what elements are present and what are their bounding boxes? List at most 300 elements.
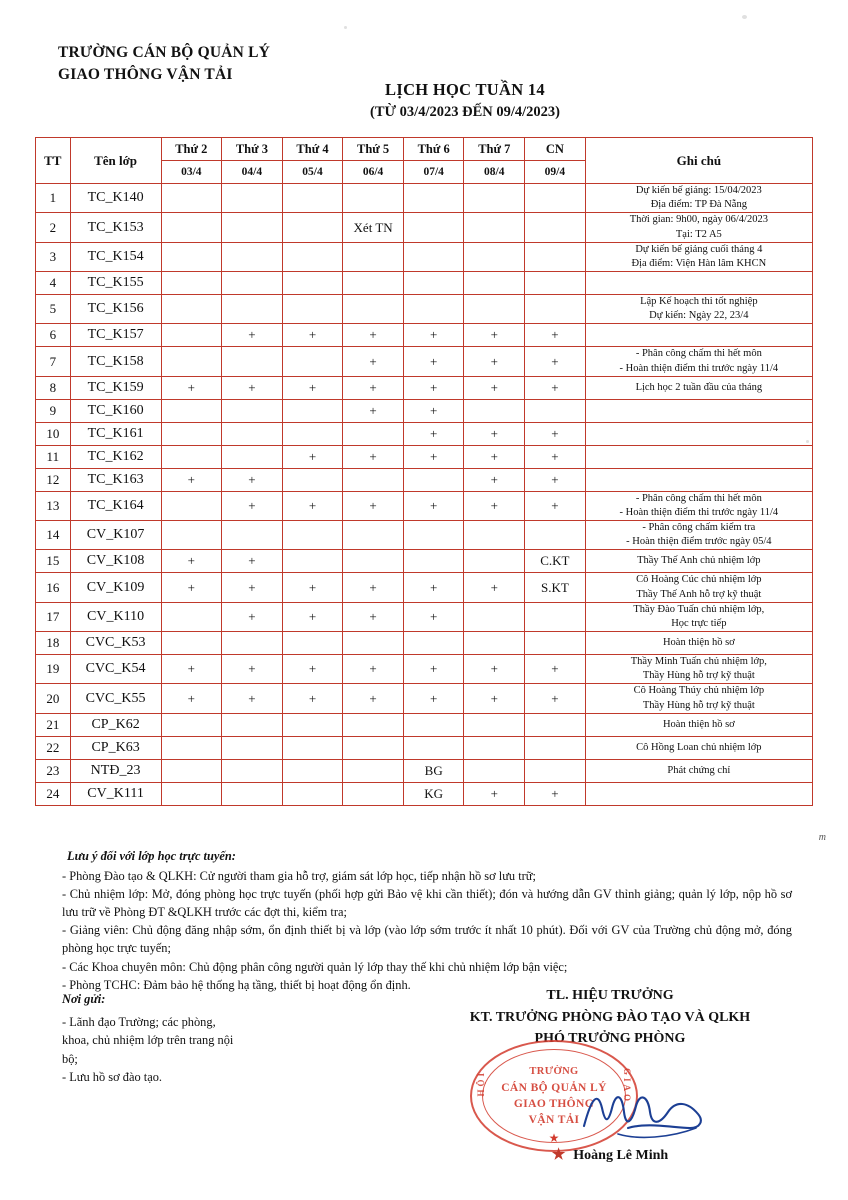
table-row xyxy=(36,736,813,759)
cell-tt: 6 xyxy=(36,324,71,347)
cell-note xyxy=(585,213,812,242)
cell-day-5 xyxy=(403,468,464,491)
cell-day-6: + xyxy=(464,445,525,468)
cell-day-6: + xyxy=(464,491,525,520)
cell-class-name: TC_K140 xyxy=(70,184,161,213)
cell-day-3 xyxy=(282,422,343,445)
cell-day-2 xyxy=(222,213,283,242)
cell-tt: 17 xyxy=(36,602,71,631)
cell-day-7 xyxy=(525,295,586,324)
notes-title: Lưu ý đối với lớp học trực tuyến: xyxy=(67,849,236,863)
cell-day-2: + xyxy=(222,491,283,520)
cell-day-5: + xyxy=(403,347,464,376)
cell-day-4 xyxy=(343,632,404,655)
note-paragraph: - Chủ nhiệm lớp: Mở, đóng phòng học trực tuyến (phối hợp gửi Bảo vệ khi cần thiết); đón và hướng dẫn GV thỉnh giảng; quản lý lớp, nộp hồ sơ lưu trữ về Phòng ĐT &QLKH trước các đợt thi, kiểm tra; xyxy=(62,887,792,919)
cell-day-4: + xyxy=(343,445,404,468)
cell-class-name: CVC_K55 xyxy=(70,684,161,713)
cell-day-2 xyxy=(222,632,283,655)
table-row xyxy=(36,347,813,376)
cell-day-2: + xyxy=(222,550,283,573)
signer-name: Hoàng Lê Minh xyxy=(573,1148,669,1163)
cell-day-4 xyxy=(343,272,404,295)
table-row xyxy=(36,759,813,782)
column-header-date-6: 08/4 xyxy=(464,161,525,184)
cell-day-5 xyxy=(403,213,464,242)
cell-day-3 xyxy=(282,242,343,271)
cell-day-3: + xyxy=(282,573,343,602)
table-row xyxy=(36,184,813,213)
note-line: - Phân công chấm thi hết môn xyxy=(635,492,762,504)
cell-day-7 xyxy=(525,736,586,759)
cell-day-5: + xyxy=(403,655,464,684)
column-header-date-5: 07/4 xyxy=(403,161,464,184)
page-subtitle: (TỪ 03/4/2023 ĐẾN 09/4/2023) xyxy=(370,104,560,120)
cell-day-5: + xyxy=(403,422,464,445)
column-header-day-6: Thứ 7 xyxy=(464,138,525,161)
organization-name xyxy=(58,42,270,87)
cell-day-1 xyxy=(161,782,222,805)
cell-day-2 xyxy=(222,347,283,376)
signature-line-2: KT. TRƯỞNG PHÒNG ĐÀO TẠO VÀ QLKH xyxy=(469,1009,751,1025)
cell-day-1: + xyxy=(161,684,222,713)
cell-day-1 xyxy=(161,521,222,550)
cell-day-3 xyxy=(282,759,343,782)
cell-day-4 xyxy=(343,736,404,759)
cell-day-5 xyxy=(403,242,464,271)
cell-class-name: CV_K111 xyxy=(70,782,161,805)
table-row xyxy=(36,445,813,468)
cell-day-3 xyxy=(282,782,343,805)
cell-day-5: + xyxy=(403,376,464,399)
cell-day-7: S.KT xyxy=(525,573,586,602)
cell-note xyxy=(585,782,812,805)
cell-day-2: + xyxy=(222,655,283,684)
cell-note xyxy=(585,295,812,324)
cell-day-2 xyxy=(222,759,283,782)
recipient-line: - Lãnh đạo Trường; các phòng, xyxy=(62,1014,216,1029)
cell-day-4 xyxy=(343,422,404,445)
cell-class-name: TC_K153 xyxy=(70,213,161,242)
note-line: Hoàn thiện hồ sơ xyxy=(662,718,735,730)
stamp-arc-left: HỘI xyxy=(476,1070,486,1097)
cell-note xyxy=(585,468,812,491)
cell-day-4 xyxy=(343,550,404,573)
table-row xyxy=(36,242,813,271)
table-row xyxy=(36,550,813,573)
cell-note xyxy=(585,242,812,271)
note-line: - Phân công chấm thi hết môn xyxy=(635,348,762,360)
cell-note xyxy=(585,550,812,573)
cell-day-6 xyxy=(464,759,525,782)
cell-day-3 xyxy=(282,521,343,550)
table-row xyxy=(36,684,813,713)
cell-day-6 xyxy=(464,184,525,213)
cell-day-2 xyxy=(222,713,283,736)
cell-day-4: + xyxy=(343,655,404,684)
cell-day-4: + xyxy=(343,602,404,631)
column-header-date-1: 03/4 xyxy=(161,161,222,184)
cell-day-1 xyxy=(161,347,222,376)
cell-tt: 14 xyxy=(36,521,71,550)
cell-day-7 xyxy=(525,184,586,213)
cell-day-3 xyxy=(282,399,343,422)
cell-day-1 xyxy=(161,184,222,213)
note-line: Thầy Đào Tuấn chủ nhiệm lớp, xyxy=(633,603,765,615)
cell-day-2 xyxy=(222,445,283,468)
cell-day-7: + xyxy=(525,655,586,684)
cell-day-3: + xyxy=(282,376,343,399)
cell-note xyxy=(585,736,812,759)
note-line: Thời gian: 9h00, ngày 06/4/2023 xyxy=(629,214,768,226)
cell-day-2 xyxy=(222,782,283,805)
cell-day-4: + xyxy=(343,399,404,422)
table-body xyxy=(36,184,813,806)
cell-day-3 xyxy=(282,632,343,655)
note-line: Địa điểm: Viện Hàn lâm KHCN xyxy=(631,257,767,269)
cell-day-6: + xyxy=(464,468,525,491)
cell-day-7 xyxy=(525,759,586,782)
cell-day-3: + xyxy=(282,324,343,347)
table-row xyxy=(36,713,813,736)
column-header-date-2: 04/4 xyxy=(222,161,283,184)
cell-day-3 xyxy=(282,295,343,324)
cell-day-6: + xyxy=(464,347,525,376)
signer-name-row xyxy=(420,1145,800,1164)
cell-day-7: + xyxy=(525,468,586,491)
cell-tt: 10 xyxy=(36,422,71,445)
signature-line-1: TL. HIỆU TRƯỞNG xyxy=(546,988,674,1003)
cell-day-7: + xyxy=(525,422,586,445)
table-row xyxy=(36,655,813,684)
cell-day-2: + xyxy=(222,602,283,631)
cell-day-6 xyxy=(464,521,525,550)
cell-day-5 xyxy=(403,295,464,324)
stamp-line-4: VẬN TẢI xyxy=(528,1114,580,1126)
cell-day-7: C.KT xyxy=(525,550,586,573)
cell-day-1 xyxy=(161,213,222,242)
cell-day-4 xyxy=(343,468,404,491)
schedule-table xyxy=(35,137,813,806)
note-line: Dự kiến bế giảng cuối tháng 4 xyxy=(635,243,763,255)
cell-day-7 xyxy=(525,272,586,295)
cell-day-3 xyxy=(282,184,343,213)
cell-day-4: + xyxy=(343,347,404,376)
cell-day-2 xyxy=(222,272,283,295)
organization-line-1: TRƯỜNG CÁN BỘ QUẢN LÝ xyxy=(58,44,271,61)
cell-class-name: CVC_K54 xyxy=(70,655,161,684)
cell-note xyxy=(585,573,812,602)
notes-section xyxy=(62,848,792,996)
cell-day-4: + xyxy=(343,573,404,602)
cell-day-5 xyxy=(403,550,464,573)
cell-day-6: + xyxy=(464,422,525,445)
note-line: Địa điểm: TP Đà Nẵng xyxy=(650,199,747,211)
cell-day-6 xyxy=(464,242,525,271)
note-line: Dự kiến: Ngày 22, 23/4 xyxy=(649,310,749,322)
note-line: Dự kiến bế giảng: 15/04/2023 xyxy=(635,185,762,196)
cell-tt: 22 xyxy=(36,736,71,759)
cell-day-7: + xyxy=(525,324,586,347)
recipient-line: - Lưu hồ sơ đào tạo. xyxy=(62,1070,162,1085)
cell-day-5: + xyxy=(403,399,464,422)
table-row xyxy=(36,272,813,295)
margin-scribble: m xyxy=(818,832,826,843)
cell-class-name: TC_K164 xyxy=(70,491,161,520)
cell-day-4: + xyxy=(343,491,404,520)
recipients-title: Nơi gửi: xyxy=(62,992,106,1006)
cell-tt: 3 xyxy=(36,242,71,271)
table-row xyxy=(36,573,813,602)
cell-day-1: + xyxy=(161,376,222,399)
cell-class-name: CP_K62 xyxy=(70,713,161,736)
cell-day-1 xyxy=(161,445,222,468)
cell-tt: 23 xyxy=(36,759,71,782)
cell-day-7: + xyxy=(525,376,586,399)
cell-day-3: + xyxy=(282,445,343,468)
note-line: Học trực tiếp xyxy=(671,617,727,629)
cell-note xyxy=(585,759,812,782)
column-header-day-4: Thứ 5 xyxy=(343,138,404,161)
column-header-day-7: CN xyxy=(525,138,586,161)
cell-day-2: + xyxy=(222,324,283,347)
cell-day-5: + xyxy=(403,573,464,602)
cell-class-name: TC_K161 xyxy=(70,422,161,445)
cell-tt: 19 xyxy=(36,655,71,684)
cell-day-2 xyxy=(222,521,283,550)
cell-tt: 9 xyxy=(36,399,71,422)
cell-day-5: + xyxy=(403,445,464,468)
cell-class-name: TC_K162 xyxy=(70,445,161,468)
cell-tt: 12 xyxy=(36,468,71,491)
cell-note xyxy=(585,184,812,213)
cell-day-7 xyxy=(525,213,586,242)
cell-day-4 xyxy=(343,295,404,324)
column-header-date-4: 06/4 xyxy=(343,161,404,184)
cell-day-6: + xyxy=(464,684,525,713)
cell-day-1 xyxy=(161,491,222,520)
column-header-day-1: Thứ 2 xyxy=(161,138,222,161)
table-row xyxy=(36,468,813,491)
note-line: - Hoàn thiện điểm thi trước ngày 11/4 xyxy=(619,506,779,518)
cell-day-5 xyxy=(403,713,464,736)
recipient-line: khoa, chủ nhiệm lớp trên trang nội xyxy=(62,1033,234,1048)
cell-class-name: TC_K155 xyxy=(70,272,161,295)
table-header xyxy=(36,138,813,184)
cell-day-2 xyxy=(222,736,283,759)
cell-note xyxy=(585,272,812,295)
note-line: Phát chứng chỉ xyxy=(667,764,731,776)
cell-day-5 xyxy=(403,521,464,550)
column-header-class: Tên lớp xyxy=(70,138,161,184)
stamp-inner-ring xyxy=(482,1049,626,1143)
note-line: Lập Kế hoạch thi tốt nghiệp xyxy=(640,296,758,308)
cell-day-6: + xyxy=(464,376,525,399)
cell-tt: 20 xyxy=(36,684,71,713)
stamp-star-icon: ★ xyxy=(548,1131,560,1145)
cell-day-6 xyxy=(464,295,525,324)
note-paragraph: - Phòng Đào tạo & QLKH: Cử người tham gia hỗ trợ, giám sát lớp học, tiếp nhận hồ sơ lưu trữ; xyxy=(62,868,536,883)
cell-day-5 xyxy=(403,184,464,213)
cell-day-6 xyxy=(464,213,525,242)
cell-tt: 15 xyxy=(36,550,71,573)
note-line: Lịch học 2 tuần đầu của tháng xyxy=(635,381,763,393)
cell-day-7 xyxy=(525,602,586,631)
cell-day-5 xyxy=(403,736,464,759)
note-paragraph: - Các Khoa chuyên môn: Chủ động phân công người quản lý lớp thay thế khi chủ nhiệm lớp bận việc; xyxy=(62,959,568,974)
cell-note xyxy=(585,324,812,347)
table-row xyxy=(36,399,813,422)
cell-day-3: + xyxy=(282,602,343,631)
cell-note xyxy=(585,399,812,422)
cell-day-7 xyxy=(525,632,586,655)
cell-day-2 xyxy=(222,242,283,271)
cell-note xyxy=(585,445,812,468)
cell-day-5: BG xyxy=(403,759,464,782)
cell-day-3 xyxy=(282,468,343,491)
cell-day-7: + xyxy=(525,347,586,376)
cell-note xyxy=(585,347,812,376)
cell-day-3 xyxy=(282,713,343,736)
notes-list xyxy=(62,868,792,995)
cell-day-5: + xyxy=(403,602,464,631)
note-line: Thầy Minh Tuấn chủ nhiệm lớp, xyxy=(630,656,767,668)
recipients-list xyxy=(62,1013,332,1087)
cell-day-5 xyxy=(403,272,464,295)
cell-tt: 7 xyxy=(36,347,71,376)
cell-class-name: TC_K156 xyxy=(70,295,161,324)
stamp-arc-right: GIAO xyxy=(622,1068,632,1105)
cell-class-name: CVC_K53 xyxy=(70,632,161,655)
handwritten-signature xyxy=(578,1078,708,1148)
stamp-line-3: GIAO THÔNG xyxy=(513,1098,595,1110)
cell-tt: 2 xyxy=(36,213,71,242)
cell-day-7: + xyxy=(525,782,586,805)
cell-tt: 5 xyxy=(36,295,71,324)
cell-day-1 xyxy=(161,324,222,347)
note-paragraph: - Phòng TCHC: Đảm bảo hệ thống hạ tầng, thiết bị hoạt động ổn định. xyxy=(62,978,411,993)
cell-day-6: + xyxy=(464,782,525,805)
cell-day-2 xyxy=(222,399,283,422)
cell-day-1 xyxy=(161,602,222,631)
table-row xyxy=(36,632,813,655)
cell-day-5: + xyxy=(403,324,464,347)
table-row xyxy=(36,295,813,324)
cell-day-4: + xyxy=(343,376,404,399)
recipients-section xyxy=(62,990,332,1087)
stamp-line-2: CÁN BỘ QUẢN LÝ xyxy=(501,1082,607,1094)
cell-day-7: + xyxy=(525,684,586,713)
cell-day-7: + xyxy=(525,491,586,520)
table-row xyxy=(36,602,813,631)
cell-day-1 xyxy=(161,295,222,324)
cell-day-3: + xyxy=(282,491,343,520)
cell-class-name: TC_K157 xyxy=(70,324,161,347)
cell-tt: 21 xyxy=(36,713,71,736)
cell-day-6 xyxy=(464,632,525,655)
cell-class-name: CV_K108 xyxy=(70,550,161,573)
cell-tt: 1 xyxy=(36,184,71,213)
cell-day-4 xyxy=(343,759,404,782)
cell-tt: 16 xyxy=(36,573,71,602)
cell-day-1 xyxy=(161,399,222,422)
star-icon: ★ xyxy=(551,1147,566,1163)
cell-day-1 xyxy=(161,632,222,655)
table-row xyxy=(36,422,813,445)
cell-day-2 xyxy=(222,422,283,445)
column-header-tt: TT xyxy=(36,138,71,184)
cell-day-3: + xyxy=(282,655,343,684)
cell-day-6 xyxy=(464,550,525,573)
cell-class-name: TC_K154 xyxy=(70,242,161,271)
cell-day-4 xyxy=(343,782,404,805)
cell-day-2 xyxy=(222,184,283,213)
cell-day-4: + xyxy=(343,324,404,347)
cell-day-7: + xyxy=(525,445,586,468)
cell-class-name: NTĐ_23 xyxy=(70,759,161,782)
cell-day-5: + xyxy=(403,684,464,713)
recipient-line: bộ; xyxy=(62,1051,78,1066)
column-header-note: Ghi chú xyxy=(585,138,812,184)
note-line: - Hoàn thiện điểm thi trước ngày 11/4 xyxy=(619,362,779,374)
table-row xyxy=(36,324,813,347)
note-line: Thầy Hùng hỗ trợ kỹ thuật xyxy=(642,699,755,711)
cell-note xyxy=(585,655,812,684)
cell-day-1 xyxy=(161,272,222,295)
cell-day-6: + xyxy=(464,655,525,684)
signature-block xyxy=(420,985,800,1050)
cell-tt: 8 xyxy=(36,376,71,399)
cell-class-name: TC_K159 xyxy=(70,376,161,399)
column-header-date-3: 05/4 xyxy=(282,161,343,184)
note-line: Cô Hoàng Cúc chủ nhiệm lớp xyxy=(636,574,762,586)
note-line: Thầy Thế Anh hỗ trợ kỹ thuật xyxy=(636,588,762,600)
table-row xyxy=(36,376,813,399)
note-line: Tại: T2 A5 xyxy=(675,228,722,240)
column-header-date-7: 09/4 xyxy=(525,161,586,184)
cell-tt: 11 xyxy=(36,445,71,468)
cell-day-2: + xyxy=(222,468,283,491)
official-stamp xyxy=(470,1040,638,1152)
cell-class-name: CV_K110 xyxy=(70,602,161,631)
cell-day-2 xyxy=(222,295,283,324)
table-row xyxy=(36,213,813,242)
cell-day-6 xyxy=(464,399,525,422)
cell-day-7 xyxy=(525,713,586,736)
cell-day-1 xyxy=(161,242,222,271)
note-line: - Phân công chấm kiểm tra xyxy=(642,522,756,534)
note-line: Thầy Thế Anh chủ nhiệm lớp xyxy=(637,555,761,567)
cell-day-3 xyxy=(282,213,343,242)
stamp-line-1: TRƯỜNG xyxy=(529,1066,579,1077)
note-paragraph: - Giảng viên: Chủ động đăng nhập sớm, ổn định thiết bị và lớp (vào lớp sớm trước ít nhất 10 phút). Đối với GV của Trường chủ động mở, đóng phòng học trực tuyến; xyxy=(62,923,792,956)
cell-class-name: CP_K63 xyxy=(70,736,161,759)
cell-class-name: TC_K163 xyxy=(70,468,161,491)
cell-day-1 xyxy=(161,422,222,445)
page-title: LỊCH HỌC TUẦN 14 xyxy=(385,80,545,99)
cell-day-4: Xét TN xyxy=(343,213,404,242)
cell-day-4: + xyxy=(343,684,404,713)
cell-class-name: TC_K160 xyxy=(70,399,161,422)
cell-note xyxy=(585,422,812,445)
cell-day-3 xyxy=(282,550,343,573)
cell-day-1 xyxy=(161,736,222,759)
cell-day-3 xyxy=(282,736,343,759)
cell-day-4 xyxy=(343,242,404,271)
cell-day-6 xyxy=(464,602,525,631)
cell-day-2: + xyxy=(222,376,283,399)
cell-day-6: + xyxy=(464,324,525,347)
note-line: - Hoàn thiện điểm trước ngày 05/4 xyxy=(626,536,772,548)
